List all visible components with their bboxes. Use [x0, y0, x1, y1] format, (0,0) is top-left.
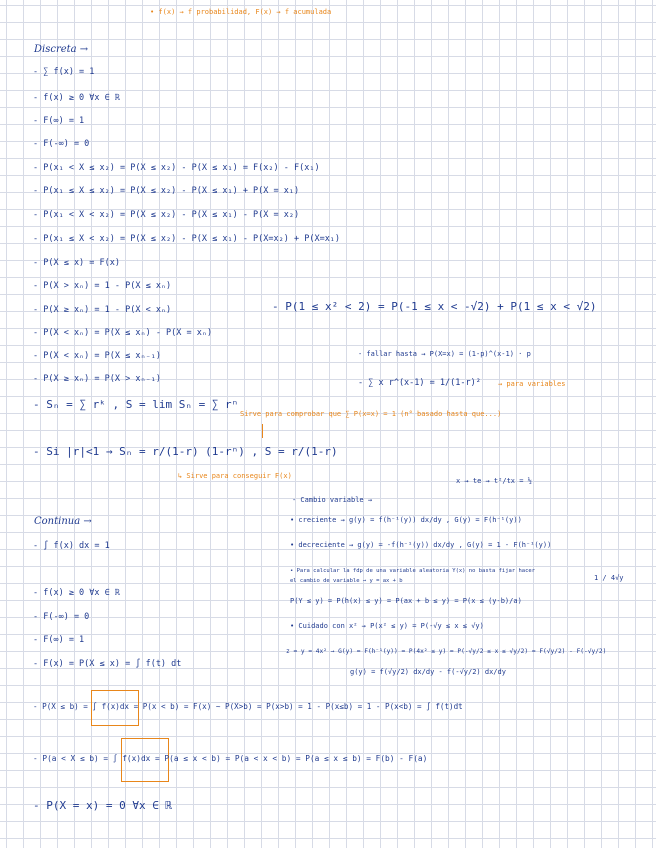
discrete-line: - P(X ≥ xₙ) = 1 - P(X < xₙ)	[33, 305, 172, 315]
fraction-note: 1 / 4√y	[594, 574, 624, 582]
continuous-line: - F(x) = P(X ≤ x) = ∫ f(t) dt	[33, 659, 182, 669]
sum-formula: - ∑ x r^(x-1) = 1/(1-r)²	[358, 378, 481, 388]
discrete-line: - F(-∞) = 0	[33, 139, 90, 149]
series-verify-note: Sirve para comprobar que ∑ P(x=x) = 1 (n° basado hasta que...)	[240, 410, 502, 418]
orange-arrow	[262, 424, 264, 438]
prob-point: - P(X = x) = 0 ∀x ∈ ℝ	[33, 799, 173, 812]
discrete-line: - P(x₁ ≤ X ≤ x₂) = P(X ≤ x₂) - P(X ≤ x₁) + P(X = x₁)	[33, 186, 300, 196]
discrete-line: - P(X > xₙ) = 1 - P(X ≤ xₙ)	[33, 281, 172, 291]
variable-change-line: z = y = 4x² → G(y) = F(h⁻¹(y)) = P(4x² ≤ y) = P(-√y/2 ≤ x ≤ √y/2) = F(√y/2) - F(-√y/2)	[286, 648, 607, 655]
discrete-line: - P(x₁ < X < x₂) = P(X ≤ x₂) - P(X ≤ x₁) - P(X = x₂)	[33, 210, 300, 220]
variable-change-line: • Para calcular la fdp de una variable aleatoria Y(x) no basta fijar hacer el cambio de variable → y = ax + b	[290, 568, 536, 584]
fail-first-formula: - fallar hasta → P(X=x) = (1-p)^(x-1) · p	[358, 350, 531, 358]
discrete-line: - ∑ f(x) = 1	[33, 67, 95, 77]
prob-interval: - P(a < X ≤ b) = ∫ f(x)dx = P(a ≤ x < b) = P(a < x < b) = P(a ≤ x ≤ b) = F(b) - F(a)	[33, 754, 428, 763]
continuous-line: - F(-∞) = 0	[33, 612, 90, 622]
discrete-line: - P(x₁ ≤ X < x₂) = P(X ≤ x₂) - P(X ≤ x₁) - P(X=x₂) + P(X=x₁)	[33, 234, 341, 244]
discrete-line: - P(X ≤ x) = F(x)	[33, 258, 120, 268]
sum-note: → para variables	[498, 380, 566, 388]
discrete-line: - F(∞) = 1	[33, 116, 85, 126]
side-note: x → te → t²/tx = ½	[456, 477, 532, 485]
discrete-title: Discreta →	[34, 44, 89, 55]
discrete-line: - P(x₁ < X ≤ x₂) = P(X ≤ x₂) - P(X ≤ x₁) = F(x₂) - F(x₁)	[33, 163, 320, 173]
continuous-line: - ∫ f(x) dx = 1	[33, 541, 110, 551]
variable-change-line: • decreciente → g(y) = -f(h⁻¹(y)) dx/dy , G(y) = 1 - F(h⁻¹(y))	[290, 541, 552, 549]
continuous-line: - F(∞) = 1	[33, 635, 85, 645]
variable-change-line: g(y) = f(√y/2) dx/dy - f(-√y/2) dx/dy	[350, 668, 506, 676]
header-note: • f(x) → f probabilidad, F(x) → f acumulada	[150, 8, 332, 16]
discrete-line: - P(X ≥ xₙ) = P(X > xₙ₋₁)	[33, 374, 161, 384]
discrete-line: - f(x) ≥ 0 ∀x ∈ ℝ	[33, 93, 120, 103]
series-convergence-note: ↳ Sirve para conseguir F(x)	[178, 472, 292, 480]
variable-change-line: • Cuidado con x² → P(x² ≤ y) = P(-√y ≤ x ≤ √y)	[290, 622, 484, 630]
discrete-line: - P(X < xₙ) = P(X ≤ xₙ) - P(X = xₙ)	[33, 328, 213, 338]
series-sum: - Sₙ = ∑ rᵏ , S = lim Sₙ = ∑ rⁿ	[33, 398, 239, 411]
variable-change-line: • creciente → g(y) = f(h⁻¹(y)) dx/dy , G(y) = F(h⁻¹(y))	[290, 516, 522, 524]
series-geometric: - Si |r|<1 → Sₙ = r/(1-r) (1-rⁿ) , S = r/(1-r)	[33, 445, 338, 458]
variable-change-line: P(Y ≤ y) = P(h(x) ≤ y) = P(ax + b ≤ y) = P(x ≤ (y-b)/a)	[290, 597, 522, 605]
discrete-line: - P(X < xₙ) = P(X ≤ xₙ₋₁)	[33, 351, 161, 361]
prob-less-equal: - P(X ≤ b) = ∫ f(x)dx = P(x < b) = F(x) ~ P(X>b) = P(x>b) = 1 - P(x≤b) = 1 - P(x<b) = ∫ f(t)dt	[33, 702, 463, 711]
interval-example: - P(1 ≤ x² < 2) = P(-1 ≤ x < -√2) + P(1 ≤ x < √2)	[272, 300, 597, 313]
continuous-title: Continua →	[34, 516, 92, 527]
continuous-line: - f(x) ≥ 0 ∀x ∈ ℝ	[33, 588, 120, 598]
variable-change-title: - Cambio variable →	[292, 496, 373, 504]
